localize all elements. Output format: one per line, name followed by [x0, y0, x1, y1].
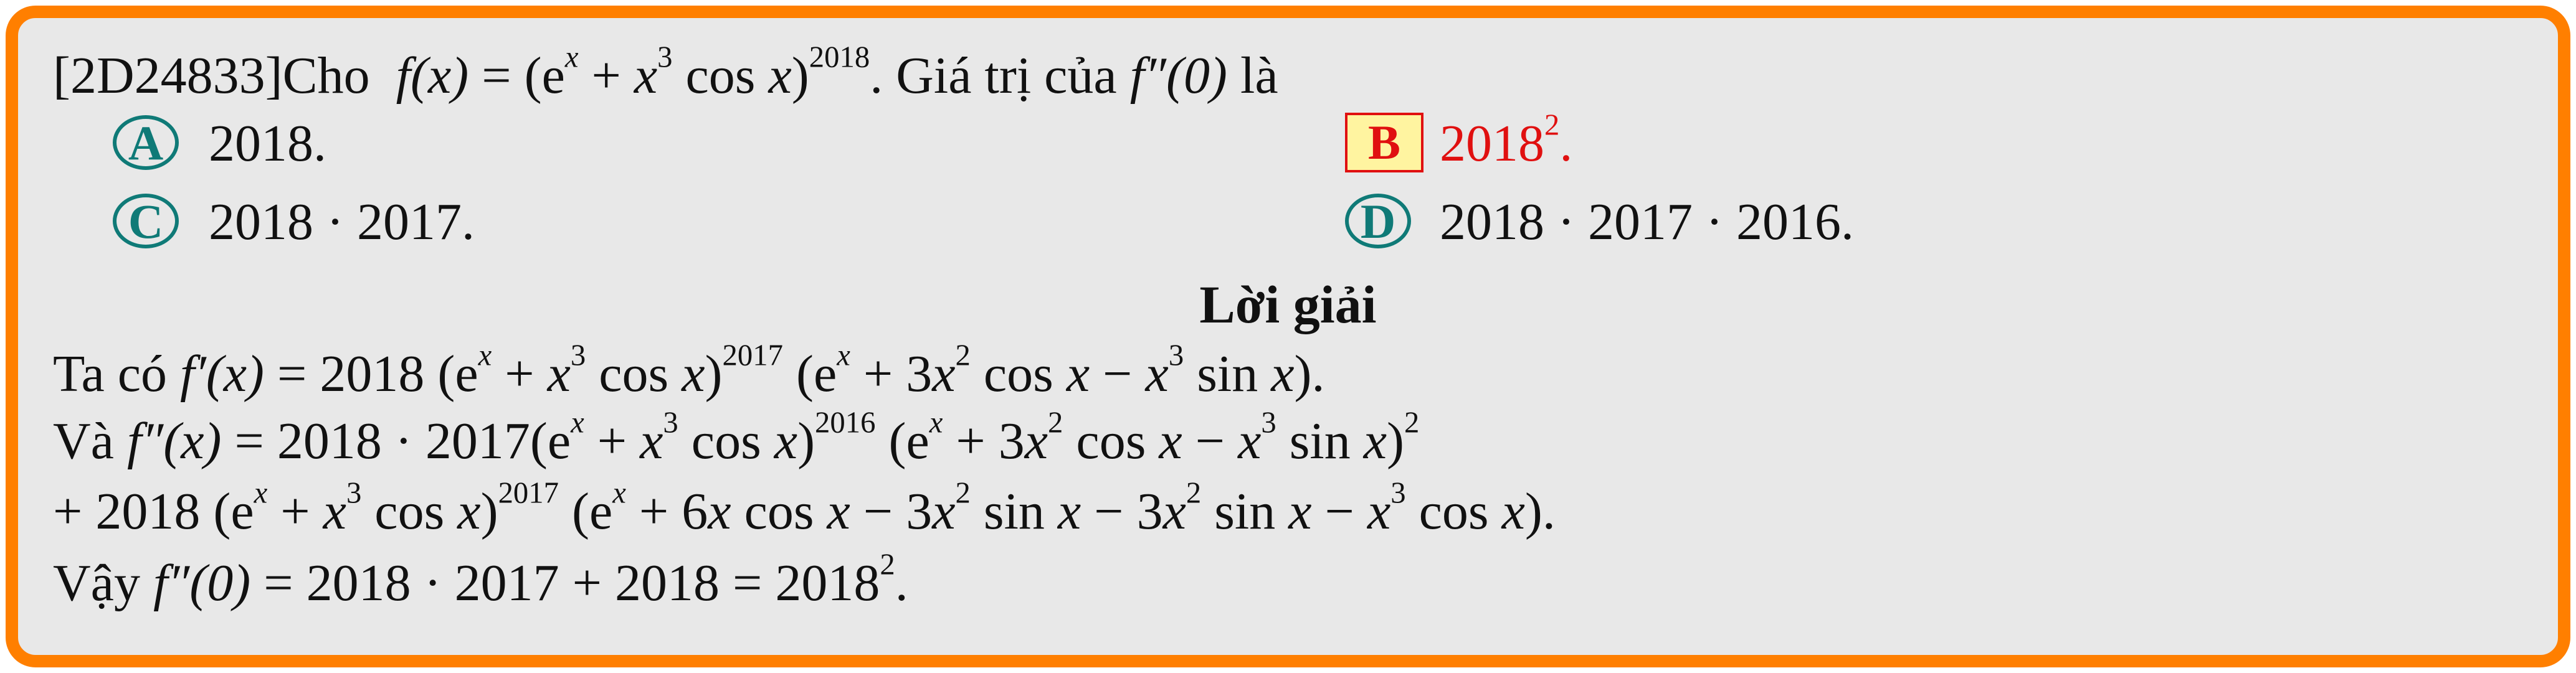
option-b-badge[interactable]: B [1345, 113, 1423, 172]
exponent-2018: 2018 [809, 40, 870, 74]
second-derivative-at-zero: f″(0) [1129, 47, 1227, 105]
option-c-text[interactable]: 2018 · 2017. [209, 193, 475, 251]
solution-heading: Lời giải [1199, 275, 1377, 334]
function-f: f(x) [396, 47, 469, 105]
solution-line-2: Và $f''(x) = 2018 \cdot 2017(e^x + x^3$ cos x)$^{2016}$ ($e^x + 3x^2$ $\cos x - x^3$ sin x)$^2$ [53, 405, 1420, 470]
question-card [6, 6, 2570, 667]
question-line: [2D24833]Cho $f(x) = (e^x + x^3$ cos x)$^{2018}$. Giá trị của f″(0) là [53, 40, 1278, 105]
solution-line-3: + 2018 ($e^x + x^3$ cos x)$^{2017}$ ($e^x + 6x$ $\cos x - 3x^2$ $\sin x - 3x^2$ $\sin x - x^3$ cos x). [53, 476, 1556, 540]
solution-line-4: Vậy $f''(0) = 2018 \cdot 2017 + 2018 = 2018^2$. [53, 547, 908, 612]
option-b-text[interactable]: 2018$^2$. [1440, 108, 1573, 172]
question-lead: Cho [282, 47, 370, 105]
option-a-badge[interactable]: A [113, 115, 179, 170]
question-tag: [2D24833] [53, 47, 283, 105]
option-a-text[interactable]: 2018. [209, 115, 326, 172]
option-d-badge[interactable]: D [1345, 194, 1411, 248]
solution-line-1: Ta có f′(x) = 2018 ($e^x + x^3$ cos x)$^{2017}$ ($e^x + 3x^2$ $\cos x - x^3$ sin x). [53, 338, 1325, 403]
option-d-text[interactable]: 2018 · 2017 · 2016. [1440, 193, 1854, 251]
option-c-badge[interactable]: C [113, 194, 179, 248]
